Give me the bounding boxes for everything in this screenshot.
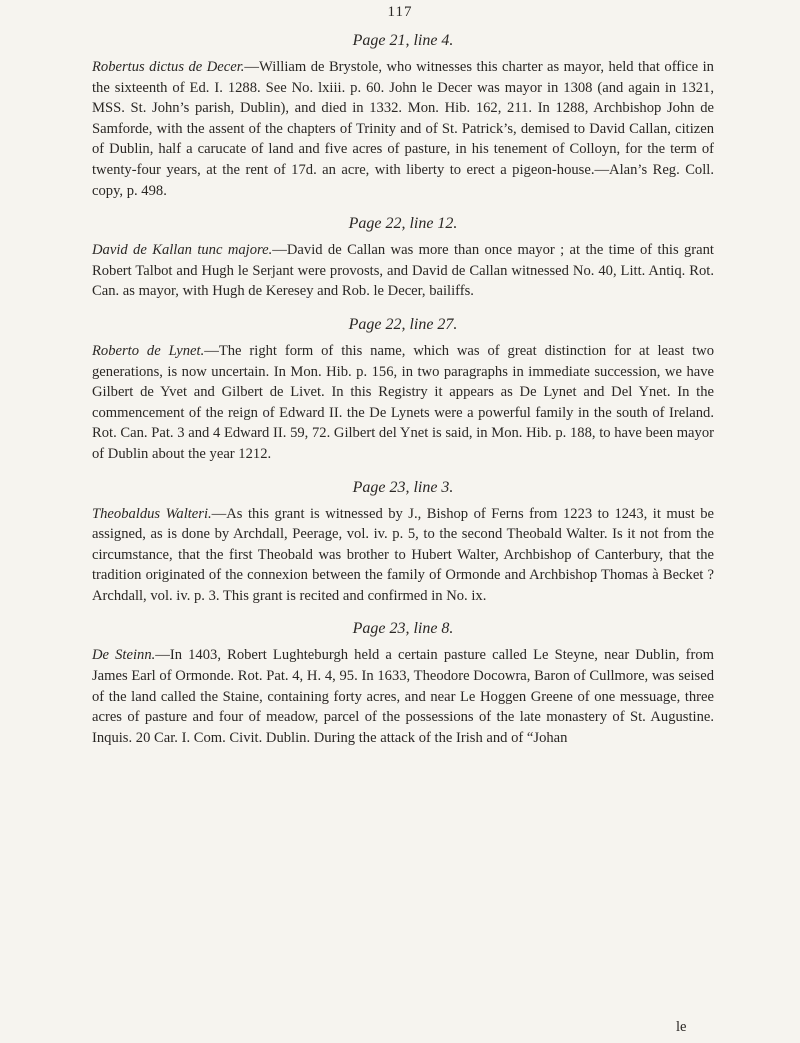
note-section (92, 213, 714, 302)
lead-term: De Steinn. (92, 647, 156, 664)
section-body: —In 1403, Robert Lughteburgh held a certain pasture called Le Steyne, near Dublin, from James Earl of Ormonde. Rot. Pat. 4, H. 4, 95. In 1633, Theodore Docowra, Baron of Cullmore, was seised of the land called the Staine, containing forty acres, and near Le Hoggen Greene of one messuage, three acres of pasture and four of meadow, parcel of the possessions of the late monastery of St. Augustine. Inquis. 20 Car. I. Com. Civit. Dublin. During the attack of the Irish and of “Johan (92, 647, 714, 746)
section-heading: Page 22, line 27. (348, 315, 458, 333)
section-text (92, 240, 714, 302)
section-body: —William de Brystole, who witnesses this charter as mayor, held that office in the sixteenth of Ed. I. 1288. See No. lxiii. p. 60. John le Decer was mayor in 1308 (and again in 1321, MSS. St. John’s parish, Dublin), and died in 1332. Mon. Hib. 162, 211. In 1288, Archbishop John de Samforde, with the assent of the chapters of Trinity and of St. Patrick’s, demised to David Callan, citizen of Dublin, half a carucate of land and five acres of pasture, in his tenement of Colloyn, for the term of twenty-four years, at the rent of 17d. an acre, with liberty to erect a pigeon-house.—Alan’s Reg. Coll. copy, p. 498. (92, 59, 714, 199)
lead-term: Theobaldus Walteri. (92, 505, 212, 522)
section-text (92, 341, 714, 465)
section-heading: Page 22, line 12. (348, 215, 458, 233)
note-section (92, 477, 714, 607)
section-heading: Page 23, line 3. (352, 478, 454, 496)
section-heading: Page 21, line 4. (352, 32, 454, 49)
lead-term: Robertus dictus de Decer. (92, 59, 245, 75)
page-number: 117 (387, 4, 413, 20)
section-text (92, 57, 714, 201)
catchword: le (676, 1019, 687, 1035)
section-body: —David de Callan was more than once mayor ; at the time of this grant Robert Talbot and Hugh le Serjant were provosts, and David de Callan witnessed No. 40, Litt. Antiq. Rot. Can. as mayor, with Hugh de Keresey and Rob. le Decer, bailiffs. (92, 242, 714, 300)
section-body: —As this grant is witnessed by J., Bishop of Ferns from 1223 to 1243, it must be assigned, as is done by Archdall, Peerage, vol. iv. p. 5, to the second Theobald Walter. Is it not from the circumstance, that the first Theobald was brother to Hubert Walter, Archbishop of Canterbury, that the tradition originated of the connexion between the family of Ormonde and Archbishop Thomas à Becket ? Archdall, vol. iv. p. 3. This grant is recited and confirmed in No. ix. (92, 505, 714, 604)
notes-body (92, 30, 714, 760)
section-heading: Page 23, line 8. (352, 620, 454, 638)
note-section (92, 30, 714, 201)
note-section (92, 618, 714, 748)
section-body: —The right form of this name, which was of great distinction for at least two generations, is now uncertain. In Mon. Hib. p. 156, in two paragraphs in immediate succession, we have Gilbert de Yvet and Gilbert de Livet. In this Registry it appears as De Lynet and Del Ynet. In the commencement of the reign of Edward II. the De Lynets were a powerful family in the south of Ireland. Rot. Can. Pat. 3 and 4 Edward II. 59, 72. Gilbert del Ynet is said, in Mon. Hib. p. 188, to have been mayor of Dublin about the year 1212. (92, 342, 714, 462)
note-section (92, 314, 714, 465)
lead-term: David de Kallan tunc majore. (92, 242, 273, 259)
section-text (92, 645, 714, 748)
lead-term: Roberto de Lynet. (92, 342, 205, 359)
section-text (92, 504, 714, 607)
